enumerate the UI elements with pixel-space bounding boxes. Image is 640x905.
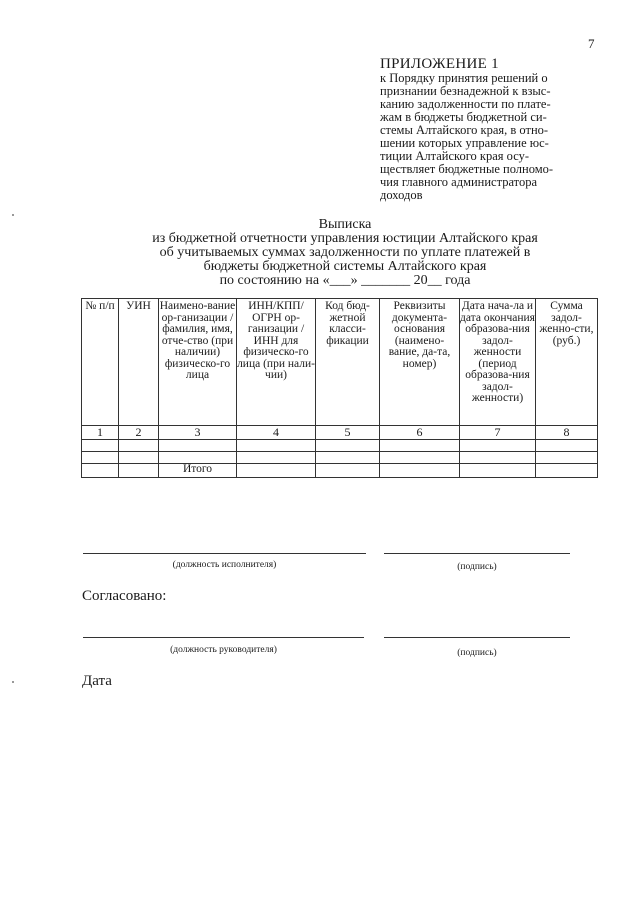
header-cell-debt-period: Дата нача-ла и дата окончания образова-ния задол-женности (период образова-ния задол-женности) — [460, 299, 536, 426]
agreed-label: Согласовано: — [82, 588, 167, 604]
executor-position-line — [83, 553, 366, 554]
column-number-row — [82, 426, 598, 440]
table-row — [82, 440, 598, 452]
debt-table — [81, 298, 598, 478]
appendix-title: ПРИЛОЖЕНИЕ 1 — [380, 56, 499, 72]
head-signature-caption: (подпись) — [457, 648, 497, 658]
column-number: 4 — [237, 426, 316, 440]
executor-position-caption: (должность исполнителя) — [172, 560, 277, 570]
column-number: 8 — [536, 426, 598, 440]
date-label: Дата — [82, 673, 112, 689]
appendix-text — [380, 72, 598, 202]
table-header-row — [82, 299, 598, 426]
header-cell-debt-amount: Сумма задол-женно-сти, (руб.) — [536, 299, 598, 426]
total-label: Итого — [159, 464, 237, 478]
header-cell-uin: УИН — [119, 299, 159, 426]
scan-mark — [12, 214, 14, 216]
scan-mark — [12, 681, 14, 683]
page-number: 7 — [588, 36, 595, 51]
appendix-line: жам в бюджеты бюджетной си- — [380, 110, 547, 124]
appendix-line: тиции Алтайского края осу- — [380, 149, 529, 163]
header-cell-organization-name: Наимено-вание ор-ганизации / фамилия, имя, отче-ство (при наличии) физическо-го лица — [159, 299, 237, 426]
executor-signature-line — [384, 553, 570, 554]
header-cell-budget-code: Код бюд-жетной класси-фикации — [316, 299, 380, 426]
heading-line: по состоянию на «___» _______ 20__ года — [219, 273, 471, 288]
table-row — [82, 452, 598, 464]
head-position-line — [83, 637, 364, 638]
column-number: 2 — [119, 426, 159, 440]
header-cell-number: № п/п — [82, 299, 119, 426]
appendix-line: доходов — [380, 188, 423, 202]
heading-line: бюджеты бюджетной системы Алтайского края — [203, 259, 487, 274]
appendix-line: стемы Алтайского края, в отно- — [380, 123, 549, 137]
head-signature-line — [384, 637, 570, 638]
column-number: 3 — [159, 426, 237, 440]
appendix-line: к Порядку принятия решений о — [380, 71, 548, 85]
head-position-caption: (должность руководителя) — [170, 645, 277, 655]
column-number: 1 — [82, 426, 119, 440]
column-number: 7 — [460, 426, 536, 440]
executor-signature-caption: (подпись) — [457, 562, 497, 572]
total-row — [82, 464, 598, 478]
column-number: 6 — [380, 426, 460, 440]
appendix-line: канию задолженности по плате- — [380, 97, 551, 111]
header-cell-document-details: Реквизиты документа-основания (наимено-вание, да-та, номер) — [380, 299, 460, 426]
appendix-line: чия главного администратора — [380, 175, 538, 189]
document-heading — [120, 218, 570, 288]
heading-line: из бюджетной отчетности управления юстиции Алтайского края — [152, 231, 538, 246]
heading-line: об учитываемых суммах задолженности по уплате платежей в — [159, 245, 531, 260]
header-cell-inn-kpp-ogrn: ИНН/КПП/ ОГРН ор-ганизации / ИНН для физическо-го лица (при нали-чии) — [237, 299, 316, 426]
column-number: 5 — [316, 426, 380, 440]
appendix-line: шении которых управление юс- — [380, 136, 549, 150]
appendix-line: признании безнадежной к взыс- — [380, 84, 551, 98]
appendix-line: ществляет бюджетные полномо- — [380, 162, 554, 176]
document-title: Выписка — [318, 217, 372, 232]
